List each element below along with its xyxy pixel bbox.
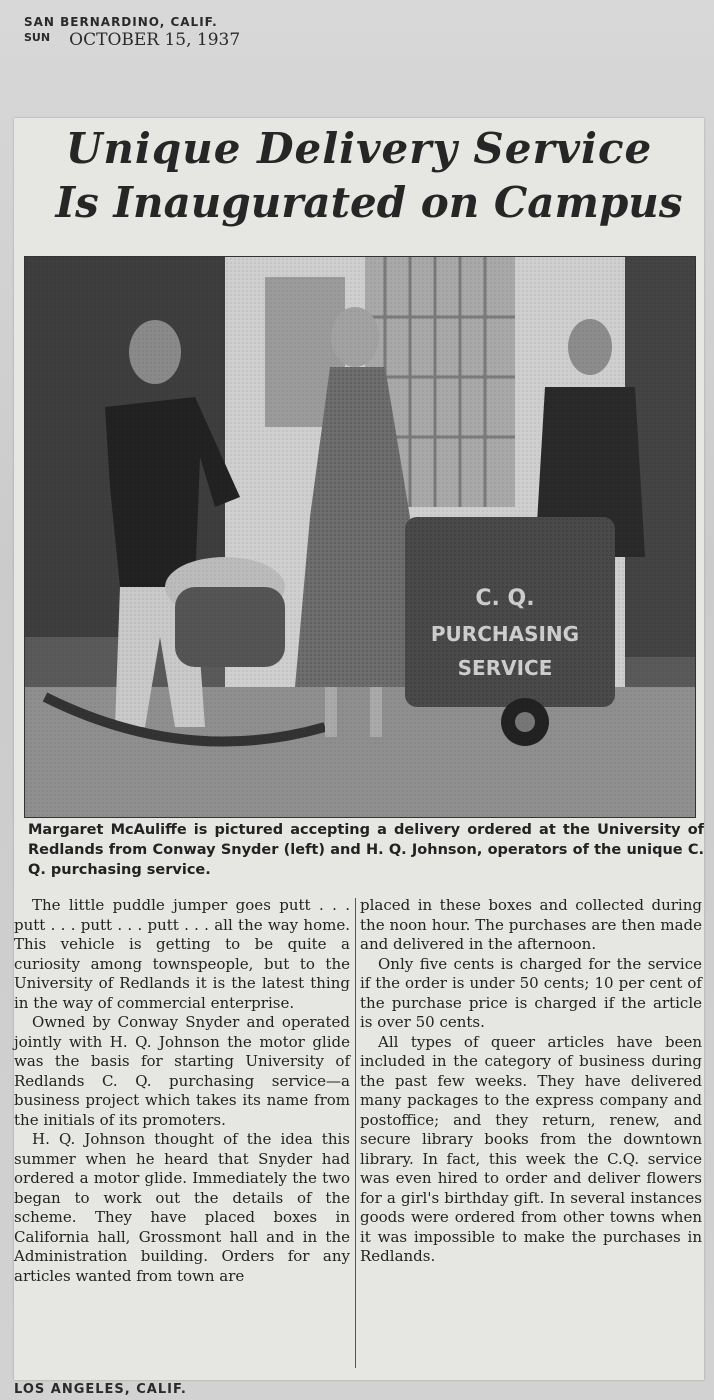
headline: [24, 124, 694, 227]
article-paragraph: Owned by Conway Snyder and operated jointly with H. Q. Johnson the motor glide was the basis for starting University of Redlands C. Q. purchasing service—a business project which takes its name from the initials of its promoters.: [14, 1013, 350, 1129]
news-photo: [24, 256, 696, 818]
article-paragraph: placed in these boxes and collected during the noon hour. The purchases are then made and delivered in the afternoon.: [360, 896, 702, 953]
newspaper-clipping: [14, 118, 704, 1380]
article-column-left: [14, 896, 350, 1286]
article-paragraph: Only five cents is charged for the service if the order is under 50 cents; 10 per cent of the purchase price is charged if the article is over 50 cents.: [360, 954, 702, 1031]
article-column-right: [360, 896, 702, 1267]
headline-line-2: Is Inaugurated on Campus: [55, 178, 683, 227]
stamp-city: SAN BERNARDINO, CALIF.: [24, 15, 218, 29]
article-paragraph: The little puddle jumper goes putt . . . putt . . . putt . . . putt . . . all the way home. This vehicle is getting to be quite a curiosity among townspeople, but to the University of Redlands it is the latest thing in the way of commercial enterprise.: [14, 896, 350, 1012]
footer-stamp: LOS ANGELES, CALIF.: [14, 1382, 187, 1397]
photo-illustration: [25, 257, 695, 817]
article-paragraph: H. Q. Johnson thought of the idea this summer when he heard that Snyder had ordered a motor glide. Immediately the two began to work out the details of the scheme. They have placed boxes in California hall, Grossmont hall and in the Administration building. Orders for any articles wanted from town are: [14, 1130, 350, 1285]
photo-caption: Margaret McAuliffe is pictured accepting a delivery ordered at the University of Redlands from Conway Snyder (left) and H. Q. Johnson, operators of the unique C. Q. purchasing service.: [28, 822, 704, 878]
source-stamp: [24, 15, 241, 50]
article-paragraph: All types of queer articles have been included in the category of business during the past few weeks. They have delivered many packages to the express company and postoffice; and they return, renew, and secure library books from the downtown library. In fact, this week the C.Q. service was even hired to order and deliver flowers for a girl's birthday gift. In several instances goods were ordered from other towns when it was impossible to make the purchases in Redlands.: [360, 1032, 702, 1265]
headline-line-1: Unique Delivery Service: [65, 124, 653, 173]
stamp-paper: SUN: [24, 31, 51, 44]
stamp-date: OCTOBER 15, 1937: [69, 30, 241, 50]
column-divider: [355, 898, 356, 1368]
